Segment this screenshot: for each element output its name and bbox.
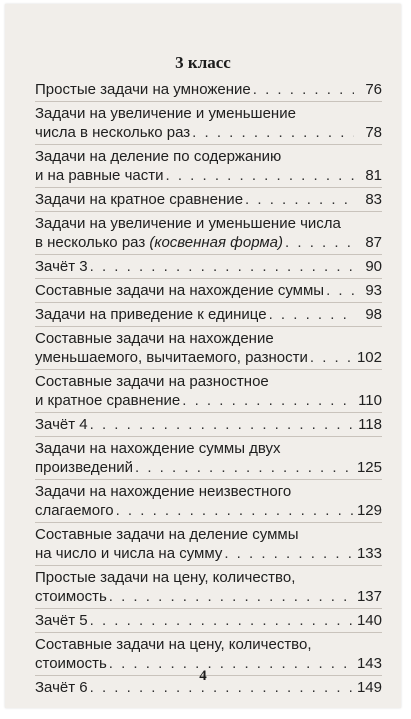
page-number: 4 [199, 668, 207, 684]
toc-entry-text: и кратное сравнение [35, 392, 181, 409]
dot-leader [109, 587, 354, 606]
toc-entry-text: числа в несколько раз [35, 124, 191, 141]
toc-entry-text: Задачи на деление по содержанию [35, 148, 282, 165]
dot-leader [285, 233, 354, 252]
toc-page-number: 102 [356, 349, 382, 366]
toc-page-number: 93 [365, 282, 382, 299]
table-of-contents [35, 78, 382, 699]
dot-leader [310, 348, 354, 367]
toc-entry [35, 480, 382, 523]
toc-entry [35, 255, 382, 279]
toc-page-number: 90 [365, 258, 382, 275]
dot-leader [245, 190, 354, 209]
dot-leader [326, 281, 354, 300]
toc-page-number: 81 [365, 167, 382, 184]
toc-page-number: 125 [356, 459, 382, 476]
dot-leader [192, 123, 354, 142]
toc-page-number: 137 [356, 588, 382, 605]
book-page [5, 4, 401, 708]
dot-leader [90, 611, 354, 630]
toc-page-number: 78 [365, 124, 382, 141]
toc-page-number: 149 [356, 679, 382, 696]
toc-entry-text: произведений [35, 459, 134, 476]
dot-leader [165, 166, 354, 185]
toc-page-number: 76 [365, 81, 382, 98]
section-heading: 3 класс [175, 53, 231, 72]
toc-entry-text: Составные задачи на нахождение [35, 330, 274, 347]
toc-entry-text: слагаемого [35, 502, 114, 519]
toc-entry [35, 413, 382, 437]
toc-entry-text: на число и числа на сумму [35, 545, 223, 562]
toc-page-number: 110 [358, 392, 382, 409]
toc-entry-text: Задачи на приведение к единице [35, 306, 267, 323]
toc-entry [35, 188, 382, 212]
toc-page-number: 87 [365, 234, 382, 251]
toc-page-number: 83 [365, 191, 382, 208]
toc-entry-italic-note: (косвенная форма) [149, 234, 284, 251]
dot-leader [135, 458, 354, 477]
toc-page-number: 143 [356, 655, 382, 672]
toc-page-number: 133 [356, 545, 382, 562]
toc-entry-text: Задачи на нахождение неизвестного [35, 483, 292, 500]
toc-entry [35, 212, 382, 255]
dot-leader [253, 80, 354, 99]
toc-entry-text: и на равные части [35, 167, 164, 184]
toc-entry-text: Составные задачи на цену, количество, [35, 636, 312, 653]
toc-entry-text: Зачёт 6 [35, 679, 88, 696]
dot-leader [90, 415, 354, 434]
toc-entry-text: Простые задачи на умножение [35, 81, 251, 98]
toc-entry [35, 327, 382, 370]
toc-entry [35, 437, 382, 480]
dot-leader [116, 501, 354, 520]
dot-leader [182, 391, 354, 410]
toc-entry [35, 303, 382, 327]
toc-page-number: 129 [356, 502, 382, 519]
toc-entry-text: Задачи на нахождение суммы двух [35, 440, 281, 457]
toc-entry-text: Зачёт 4 [35, 416, 88, 433]
toc-entry [35, 523, 382, 566]
dot-leader [269, 305, 354, 324]
toc-entry-text: стоимость [35, 588, 107, 605]
toc-entry-text: Задачи на увеличение и уменьшение числа [35, 215, 341, 232]
toc-entry-text: стоимость [35, 655, 107, 672]
toc-entry [35, 609, 382, 633]
toc-entry-text: Составные задачи на нахождение суммы [35, 282, 325, 299]
toc-entry-text: Составные задачи на деление суммы [35, 526, 299, 543]
dot-leader [90, 257, 354, 276]
toc-entry-text: Зачёт 3 [35, 258, 88, 275]
toc-entry-text: в несколько раз [35, 234, 146, 251]
toc-entry [35, 78, 382, 102]
toc-page-number: 140 [356, 612, 382, 629]
toc-entry-text: уменьшаемого, вычитаемого, разности [35, 349, 308, 366]
toc-entry-text: Задачи на кратное сравнение [35, 191, 244, 208]
toc-page-number: 98 [365, 306, 382, 323]
toc-entry [35, 145, 382, 188]
toc-entry [35, 566, 382, 609]
toc-entry-text: Зачёт 5 [35, 612, 88, 629]
toc-entry-text: Задачи на увеличение и уменьшение [35, 105, 296, 122]
toc-entry-text: Составные задачи на разностное [35, 373, 269, 390]
toc-entry [35, 279, 382, 303]
toc-page-number: 118 [358, 416, 382, 433]
toc-entry-text: Простые задачи на цену, количество, [35, 569, 296, 586]
toc-entry [35, 370, 382, 413]
toc-entry [35, 102, 382, 145]
dot-leader [224, 544, 354, 563]
